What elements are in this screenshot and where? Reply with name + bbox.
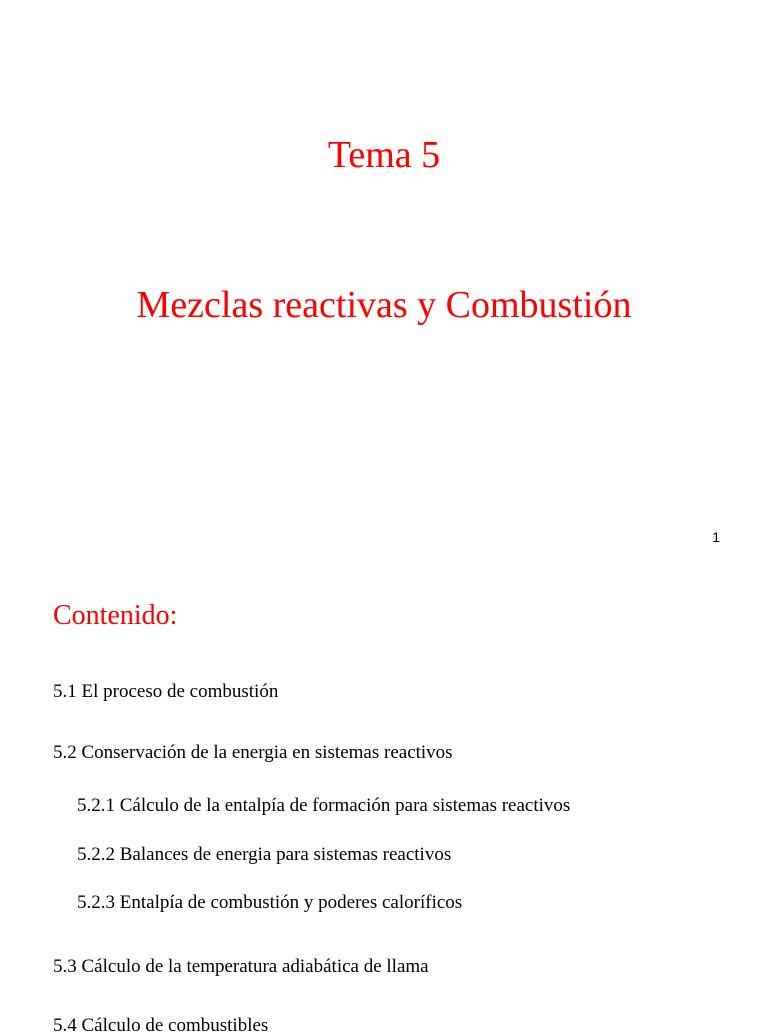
toc-item-5-2-2: 5.2.2 Balances de energia para sistemas reactivos [77,844,452,865]
toc-item-5-2-3: 5.2.3 Entalpía de combustión y poderes caloríficos [77,892,463,913]
toc-item-5-4: 5.4 Cálculo de combustibles [53,1015,269,1036]
toc-item-5-1: 5.1 El proceso de combustión [53,681,279,702]
toc-item-5-2-1: 5.2.1 Cálculo de la entalpía de formación para sistemas reactivos [77,795,571,816]
topic-title: Tema 5 [327,134,441,176]
contents-heading: Contenido: [53,600,178,631]
slide-contents [0,560,768,1036]
page-number: 1 [712,529,720,545]
toc-item-5-2: 5.2 Conservación de la energia en sistemas reactivos [53,742,453,763]
toc-item-5-3: 5.3 Cálculo de la temperatura adiabática de llama [53,956,429,977]
page-title: Mezclas reactivas y Combustión [136,284,632,326]
